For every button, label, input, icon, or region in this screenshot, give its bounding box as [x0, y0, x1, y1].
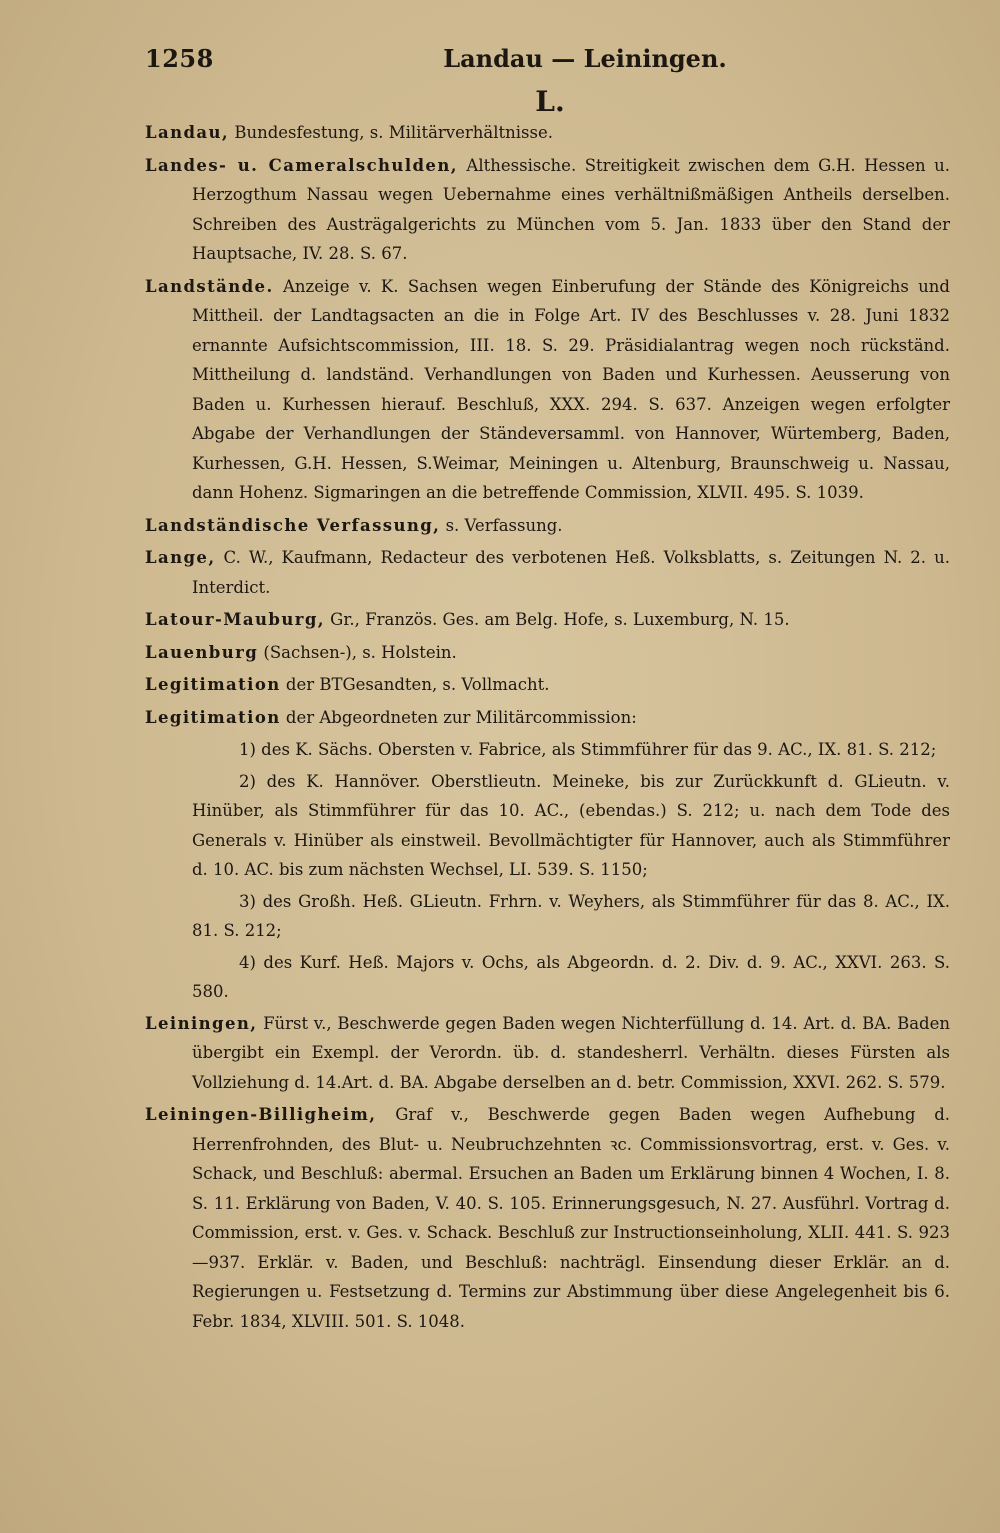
entry-lemma: Landstände. — [145, 276, 274, 296]
index-entry — [145, 511, 950, 541]
index-entry — [145, 1009, 950, 1098]
entry-lemma: Lange, — [145, 548, 216, 567]
index-entry — [145, 703, 950, 733]
entry-lemma: Legitimation — [145, 707, 281, 727]
entry-text: Bundesfestung, s. Militärverhältnisse. — [234, 123, 553, 142]
legitimation-item: 3) des Großh. Heß. GLieutn. Frhrn. v. Weyhers, als Stimmführer für das 8. AC., IX. 81. S. 212; — [192, 891, 950, 940]
entry-lemma: Landau, — [145, 123, 230, 142]
entry-text: Fürst v., Beschwerde gegen Baden wegen Nichterfüllung d. 14. Art. d. BA. Baden übergibt ein Exempl. der Verordn. üb. d. standesherrl. Verhältn. dieses Fürsten als Vollziehung d. 14.Art. d. BA. Abgabe derselben an d. betr. Commission, XXVI. 262. S. 579. — [192, 1013, 950, 1092]
index-entry — [145, 605, 950, 635]
entry-lemma: Latour-Mauburg, — [145, 610, 325, 629]
entry-text: s. Verfassung. — [445, 515, 563, 535]
entry-lemma: Leiningen-Billigheim, — [145, 1105, 377, 1124]
entry-text: Gr., Französ. Ges. am Belg. Hofe, s. Luxemburg, N. 15. — [330, 610, 790, 629]
entry-lemma: Landes- u. Cameralschulden, — [145, 155, 458, 175]
page-number: 1258 — [145, 44, 214, 73]
entry-text: C. W., Kaufmann, Redacteur des verbotenen Heß. Volksblatts, s. Zeitungen N. 2. u. Interdict. — [192, 548, 950, 597]
entry-text: Althessische. Streitigkeit zwischen dem G.H. Hessen u. Herzogthum Nassau wegen Uebernahme eines verhältnißmäßigen Antheils derselben. Schreiben des Austrägalgerichts zu München vom 5. Jan. 1833 über den Stand der Hauptsache, IV. 28. S. 67. — [192, 155, 951, 263]
entry-lemma: Landständische Verfassung, — [145, 515, 441, 535]
entry-text: Anzeige v. K. Sachsen wegen Einberufung der Stände des Königreichs und Mittheil. der Landtagsacten an die in Folge Art. IV des Beschlusses v. 28. Juni 1832 ernannte Aufsichtscommission, III. 18. S. 29. Präsidialantrag wegen noch rückständ. Mittheilung d. landständ. Verhandlungen von Baden und Kurhessen. Aeusserung von Baden u. Kurhessen hierauf. Beschluß, XXX. 294. S. 637. Anzeigen wegen erfolgter Abgabe der Verhandlungen der Ständeversamml. von Hannover, Würtemberg, Baden, Kurhessen, G.H. Hessen, S.Weimar, Meiningen u. Altenburg, Braunschweig u. Nassau, dann Hohenz. Sigmaringen an die betreffende Commission, XLVII. 495. S. 1039. — [192, 276, 950, 502]
entry-lemma: Lauenburg — [145, 642, 259, 662]
running-title: Landau — Leiningen. — [443, 44, 727, 73]
index-entry — [145, 272, 950, 508]
legitimation-item: 1) des K. Sächs. Obersten v. Fabrice, als Stimmführer für das 9. AC., IX. 81. S. 212; — [239, 740, 937, 759]
entry-text: der Abgeordneten zur Militärcommission: — [285, 707, 637, 727]
entry-text: (Sachsen-), s. Holstein. — [263, 642, 457, 662]
index-entries — [145, 118, 950, 1339]
entry-text: der BTGesandten, s. Vollmacht. — [285, 675, 550, 694]
index-entry — [145, 1100, 950, 1336]
entry-text: Graf v., Beschwerde gegen Baden wegen Aufhebung d. Herrenfrohnden, des Blut- u. Neubruchzehnten ꝛc. Commissionsvortrag, erst. v. Ges. v. Schack, und Beschluß: abermal. Ersuchen an Baden um Erklärung binnen 4 Wochen, I. 8. S. 11. Erklärung von Baden, V. 40. S. 105. Erinnerungsgesuch, N. 27. Ausführl. Vortrag d. Commission, erst. v. Ges. v. Schack. Beschluß zur Instructionseinholung, XLII. 441. S. 923—937. Erklär. v. Baden, und Beschluß: nachträgl. Einsendung dieser Erklär. an d. Regierungen u. Festsetzung d. Termins zur Abstimmung über diese Angelegenheit bis 6. Febr. 1834, XLVIII. 501. S. 1048. — [192, 1105, 950, 1331]
index-entry — [145, 638, 950, 668]
index-entry — [145, 543, 950, 602]
page-header — [145, 44, 945, 80]
section-letter: L. — [535, 85, 565, 118]
index-entry — [145, 151, 950, 269]
index-entry — [145, 118, 950, 148]
entry-lemma: Legitimation — [145, 675, 281, 694]
legitimation-item: 2) des K. Hannöver. Oberstlieutn. Meineke, bis zur Zurückkunft d. GLieutn. v. Hinüber, als Stimmführer für das 10. AC., (ebendas.) S. 212; u. nach dem Tode des Generals v. Hinüber als einstweil. Bevollmächtigter für Hannover, auch als Stimmführer d. 10. AC. bis zum nächsten Wechsel, LI. 539. S. 1150; — [192, 771, 950, 879]
entry-lemma: Leiningen, — [145, 1013, 258, 1033]
legitimation-item: 4) des Kurf. Heß. Majors v. Ochs, als Abgeordn. d. 2. Div. d. 9. AC., XXVI. 263. S. 580. — [192, 952, 950, 1001]
index-entry — [145, 670, 950, 700]
